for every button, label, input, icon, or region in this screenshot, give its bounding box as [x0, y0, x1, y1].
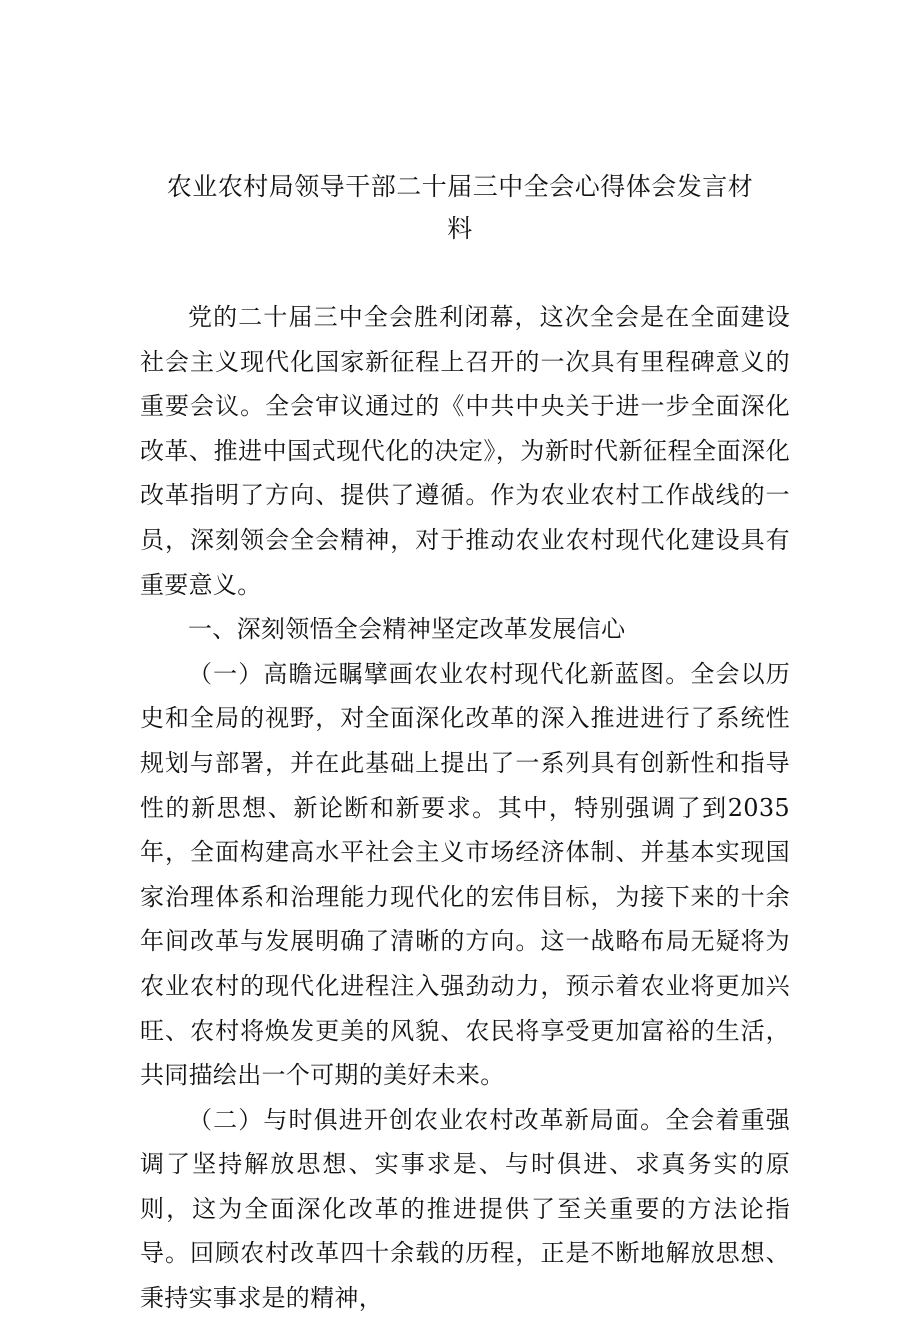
subsection-paragraph-2: （二）与时俱进开创农业农村改革新局面。全会着重强调了坚持解放思想、实事求是、与时俱进、求真务实的原则，这为全面深化改革的推进提供了至关重要的方法论指导。回顾农村改革四十余载的历程，正是不断地解放思想、秉持实事求是的精神，	[140, 1105, 790, 1313]
subsection-paragraph-1: （一）高瞻远瞩擘画农业农村现代化新蓝图。全会以历史和全局的视野，对全面深化改革的深入推进进行了系统性规划与部署，并在此基础上提出了一系列具有创新性和指导性的新思想、新论断和新要求。其中，特别强调了到2035年，全面构建高水平社会主义市场经济体制、并基本实现国家治理体系和治理能力现代化的宏伟目标，为接下来的十余年间改革与发展明确了清晰的方向。这一战略布局无疑将为农业农村的现代化进程注入强劲动力，预示着农业将更加兴旺、农村将焕发更美的风貌、农民将享受更加富裕的生活，共同描绘出一个可期的美好未来。	[140, 659, 790, 1090]
document-title-line-2: 料	[447, 214, 473, 243]
document-body	[140, 295, 790, 1321]
section-heading-1: 一、深刻领悟全会精神坚定改革发展信心	[188, 615, 626, 644]
intro-paragraph: 党的二十届三中全会胜利闭幕，这次全会是在全面建设社会主义现代化国家新征程上召开的一次具有里程碑意义的重要会议。全会审议通过的《中共中央关于进一步全面深化改革、推进中国式现代化的决定》，为新时代新征程全面深化改革指明了方向、提供了遵循。作为农业农村工作战线的一员，深刻领会全会精神，对于推动农业农村现代化建设具有重要意义。	[140, 303, 790, 599]
document-title-line-1: 农业农村局领导干部二十届三中全会心得体会发言材	[166, 172, 754, 201]
